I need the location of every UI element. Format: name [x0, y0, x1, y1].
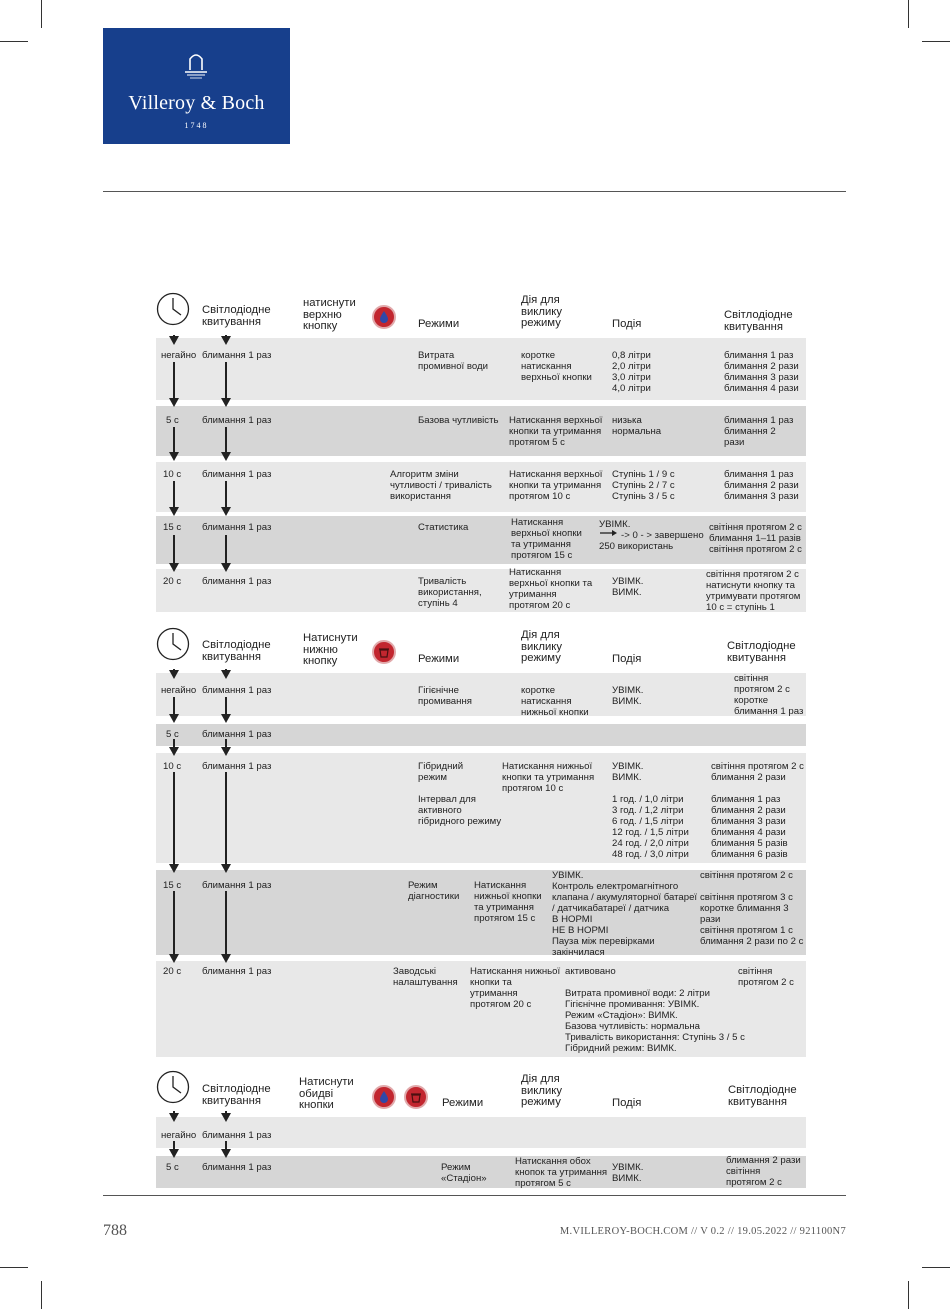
- brand-logo: [103, 28, 290, 144]
- time-label: 10 с: [163, 761, 182, 772]
- led-label: блимання 1 раз: [202, 469, 272, 480]
- header-press: Натиснути обидві кнопки: [299, 1076, 354, 1111]
- time-label: 10 с: [163, 469, 182, 480]
- header-action: Дія для виклику режиму: [521, 1073, 563, 1108]
- arrow-icon: [169, 398, 179, 407]
- action-label: коротке натискання нижньої кнопки: [521, 685, 589, 718]
- feedback-label: блимання 1 раз блимання 2 рази блимання 3 рази: [724, 469, 799, 502]
- timeline-line: [225, 1141, 227, 1149]
- arrow-icon: [169, 563, 179, 572]
- mode-label: Витрата промивної води: [418, 350, 488, 372]
- timeline-line: [173, 891, 175, 954]
- event-label: -> 0 - > завершено: [621, 530, 704, 541]
- led-label: блимання 1 раз: [202, 1130, 272, 1141]
- crop-mark: [922, 1267, 950, 1268]
- timeline-line: [173, 362, 175, 398]
- led-label: блимання 1 раз: [202, 685, 272, 696]
- event-label: 1 год. / 1,0 літри 3 год. / 1,2 літри 6 год. / 1,5 літри 12 год. / 1,5 літри 24 год. / 2,0 літри 48 год. / 3,0 літри: [612, 794, 689, 860]
- factory-settings-list: Витрата промивної води: 2 літри Гігієнічне промивання: УВІМК. Режим «Стадіон»: ВИМК. Базова чутливість: нормальна Тривалість використання: Ступінь 3 / 5 с Гібридний режим: ВИМК.: [565, 988, 745, 1054]
- timeline-line: [225, 891, 227, 954]
- arrow-right-icon: [600, 529, 618, 537]
- arrow-icon: [221, 1113, 231, 1122]
- mode-label: Заводські налаштування: [393, 966, 458, 988]
- time-label: 5 с: [166, 1162, 179, 1173]
- mode-label: Інтервал для активного гібридного режиму: [418, 794, 502, 827]
- arrow-icon: [169, 336, 179, 345]
- timeline-line: [173, 1141, 175, 1149]
- arrow-icon: [221, 398, 231, 407]
- event-label: низька нормальна: [612, 415, 662, 437]
- arrow-icon: [169, 1113, 179, 1122]
- timeline-line: [225, 535, 227, 563]
- crop-mark: [41, 1281, 42, 1309]
- header-led: Світлодіодне квитування: [202, 304, 271, 328]
- crop-mark: [41, 0, 42, 28]
- timeline-line: [225, 697, 227, 714]
- arrow-icon: [221, 864, 231, 873]
- clock-icon: [156, 1070, 190, 1104]
- header-led-feedback: Світлодіодне квитування: [724, 309, 793, 333]
- arrow-icon: [169, 714, 179, 723]
- feedback-label: світіння протягом 2 с світіння протягом 3 с коротке блимання 3 рази світіння протягом 1 с блимання 2 рази по 2 с: [700, 870, 804, 947]
- header-rule: [103, 191, 846, 192]
- time-label: 5 с: [166, 729, 179, 740]
- time-label: 15 с: [163, 522, 182, 533]
- timeline-line: [225, 362, 227, 398]
- arrow-icon: [221, 507, 231, 516]
- header-led-feedback: Світлодіодне квитування: [728, 1084, 797, 1108]
- feedback-label: світіння протягом 2 с блимання 1–11 разів світіння протягом 2 с: [709, 522, 802, 555]
- time-label: 5 с: [166, 415, 179, 426]
- header-event: Подія: [612, 1097, 642, 1109]
- event-label: УВІМК. ВИМК.: [612, 761, 644, 783]
- clock-icon: [156, 292, 190, 326]
- crop-mark: [0, 1267, 28, 1268]
- time-label: 20 с: [163, 966, 182, 977]
- action-label: Натискання верхньої кнопки та утримання протягом 20 с: [509, 567, 593, 611]
- crop-mark: [908, 0, 909, 28]
- time-label: негайно: [161, 685, 197, 696]
- event-label: УВІМК. Контроль електромагнітного клапана / акумуляторної батареї / датчикабатареї / датчика В НОРМІ НЕ В НОРМІ Пауза між перевірками закінчилася: [552, 870, 698, 958]
- header-led-feedback: Світлодіодне квитування: [727, 640, 796, 664]
- mode-label: Базова чутливість: [418, 415, 499, 426]
- header-modes: Режими: [418, 318, 460, 330]
- event-label: активовано: [565, 966, 616, 977]
- feedback-label: світіння протягом 2 с блимання 2 рази: [711, 761, 804, 783]
- mode-label: Режим «Стадіон»: [441, 1162, 487, 1184]
- header-led: Світлодіодне квитування: [202, 639, 271, 663]
- feedback-label: блимання 1 раз блимання 2 рази блимання 3 рази блимання 4 рази: [724, 350, 799, 394]
- timeline-line: [225, 481, 227, 507]
- arrow-icon: [169, 954, 179, 963]
- led-label: блимання 1 раз: [202, 966, 272, 977]
- mode-label: Тривалість використання, ступінь 4: [418, 576, 482, 609]
- crop-mark: [908, 1281, 909, 1309]
- arrow-icon: [169, 1149, 179, 1158]
- mode-label: Алгоритм зміни чутливості / тривалість використання: [390, 469, 492, 502]
- action-label: Натискання нижньої кнопки та утримання протягом 10 с: [502, 761, 595, 794]
- timeline-line: [173, 535, 175, 563]
- timeline-line: [173, 697, 175, 714]
- arrow-icon: [221, 1149, 231, 1158]
- led-label: блимання 1 раз: [202, 522, 272, 533]
- arrow-icon: [221, 563, 231, 572]
- event-label: УВІМК.: [599, 519, 631, 530]
- arrow-icon: [169, 670, 179, 679]
- header-action: Дія для виклику режиму: [521, 629, 563, 664]
- arrow-icon: [169, 747, 179, 756]
- fountain-icon: [181, 52, 211, 80]
- header-modes: Режими: [442, 1097, 484, 1109]
- time-label: 15 с: [163, 880, 182, 891]
- led-label: блимання 1 раз: [202, 880, 272, 891]
- mode-label: Гігієнічне промивання: [418, 685, 472, 707]
- arrow-icon: [221, 714, 231, 723]
- arrow-icon: [221, 670, 231, 679]
- action-label: коротке натискання верхньої кнопки: [521, 350, 592, 383]
- led-label: блимання 1 раз: [202, 761, 272, 772]
- brand-name: Villeroy & Boch: [128, 92, 265, 114]
- event-label: 0,8 літри 2,0 літри 3,0 літри 4,0 літри: [612, 350, 651, 394]
- led-label: блимання 1 раз: [202, 576, 272, 587]
- action-label: Натискання верхньої кнопки та утримання протягом 15 с: [511, 517, 582, 561]
- feedback-label: блимання 1 раз блимання 2 рази блимання 3 рази блимання 4 рази блимання 5 разів блимання 6 разів: [711, 794, 788, 860]
- header-led: Світлодіодне квитування: [202, 1083, 271, 1107]
- feedback-label: блимання 2 рази світіння протягом 2 с: [726, 1155, 801, 1188]
- footer-meta: M.VILLEROY-BOCH.COM // V 0.2 // 19.05.2022 // 921100N7: [559, 1226, 846, 1237]
- action-label: Натискання верхньої кнопки та утримання протягом 10 с: [509, 469, 603, 502]
- event-label: 250 використань: [599, 541, 674, 552]
- page-number: 788: [103, 1222, 127, 1239]
- arrow-icon: [221, 954, 231, 963]
- feedback-label: блимання 1 раз блимання 2 рази: [724, 415, 794, 448]
- row-band: [156, 406, 806, 456]
- header-event: Подія: [612, 318, 642, 330]
- arrow-icon: [169, 452, 179, 461]
- header-modes: Режими: [418, 653, 460, 665]
- led-label: блимання 1 раз: [202, 415, 272, 426]
- arrow-icon: [221, 336, 231, 345]
- feedback-label: світіння протягом 2 с: [738, 966, 794, 988]
- timeline-line: [173, 739, 175, 747]
- led-label: блимання 1 раз: [202, 729, 272, 740]
- top-button-icon: [372, 305, 396, 329]
- time-label: негайно: [161, 350, 197, 361]
- header-action: Дія для виклику режиму: [521, 294, 563, 329]
- action-label: Натискання верхньої кнопки та утримання протягом 5 с: [509, 415, 603, 448]
- clock-icon: [156, 627, 190, 661]
- timeline-line: [173, 427, 175, 452]
- event-label: УВІМК. ВИМК.: [612, 685, 644, 707]
- event-label: УВІМК. ВИМК.: [612, 1162, 644, 1184]
- bottom-button-icon: [404, 1085, 428, 1109]
- time-label: негайно: [161, 1130, 197, 1141]
- feedback-label: світіння протягом 2 с натиснути кнопку та утримувати протягом 10 с = ступінь 1: [706, 569, 801, 613]
- timeline-line: [225, 739, 227, 747]
- timeline-line: [225, 427, 227, 452]
- action-label: Натискання нижньої кнопки та утримання протягом 15 с: [474, 880, 542, 924]
- mode-label: Статистика: [418, 522, 469, 533]
- header-press: натиснути верхню кнопку: [303, 297, 356, 332]
- header-press: Натиснути нижню кнопку: [303, 632, 358, 667]
- arrow-icon: [169, 507, 179, 516]
- arrow-icon: [221, 452, 231, 461]
- timeline-line: [225, 772, 227, 864]
- header-event: Подія: [612, 653, 642, 665]
- arrow-icon: [221, 747, 231, 756]
- led-label: блимання 1 раз: [202, 350, 272, 361]
- top-button-icon: [372, 1085, 396, 1109]
- event-label: Ступінь 1 / 9 с Ступінь 2 / 7 с Ступінь 3 / 5 с: [612, 469, 675, 502]
- mode-label: Гібридний режим: [418, 761, 464, 783]
- bottom-button-icon: [372, 640, 396, 664]
- arrow-icon: [169, 864, 179, 873]
- timeline-line: [173, 481, 175, 507]
- crop-mark: [0, 41, 28, 42]
- time-label: 20 с: [163, 576, 182, 587]
- footer-rule: [103, 1195, 846, 1196]
- mode-label: Режим діагностики: [408, 880, 460, 902]
- event-label: УВІМК. ВИМК.: [612, 576, 644, 598]
- action-label: Натискання нижньої кнопки та утримання протягом 20 с: [470, 966, 561, 1010]
- feedback-label: світіння протягом 2 с коротке блимання 1 раз: [734, 673, 804, 717]
- brand-year: 1748: [184, 121, 209, 130]
- led-label: блимання 1 раз: [202, 1162, 272, 1173]
- crop-mark: [922, 41, 950, 42]
- timeline-line: [173, 772, 175, 864]
- action-label: Натискання обох кнопок та утримання протягом 5 с: [515, 1156, 608, 1189]
